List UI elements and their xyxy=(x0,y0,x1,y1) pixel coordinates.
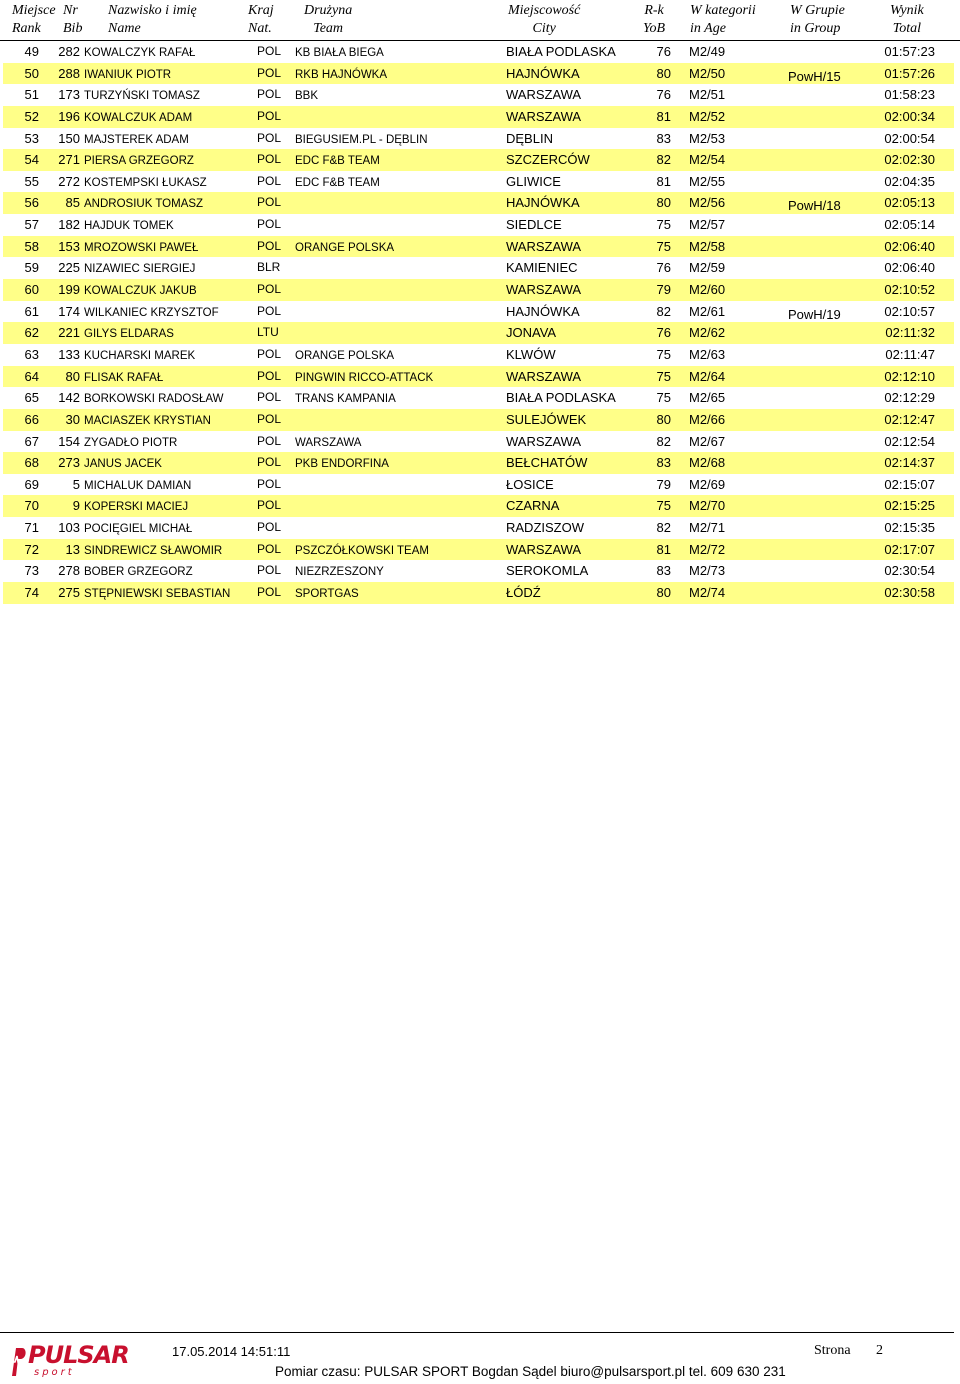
name-cell: TURZYŃSKI TOMASZ xyxy=(84,90,200,103)
nationality-cell: POL xyxy=(257,65,282,80)
city-cell: HAJNÓWKA xyxy=(506,303,580,319)
name-cell: BOBER GRZEGORZ xyxy=(84,566,193,579)
nationality-cell: POL xyxy=(257,390,282,405)
rank-cell: 52 xyxy=(24,108,39,124)
year-of-birth-cell: 80 xyxy=(656,65,671,81)
age-category-cell: M2/61 xyxy=(689,303,726,319)
total-time-cell: 02:11:32 xyxy=(885,325,935,341)
group-cell: PowH/15 xyxy=(788,68,841,84)
footer-divider xyxy=(0,1332,954,1333)
name-cell: IWANIUK PIOTR xyxy=(84,68,172,81)
bib-cell: 282 xyxy=(58,44,80,59)
team-cell: EDC F&B TEAM xyxy=(295,176,380,189)
rank-cell: 58 xyxy=(24,238,39,254)
age-category-cell: M2/56 xyxy=(689,195,726,211)
name-cell: WILKANIEC KRZYSZTOF xyxy=(84,306,219,319)
total-time-cell: 02:06:40 xyxy=(884,238,935,254)
bib-cell: 199 xyxy=(58,282,80,298)
total-time-cell: 02:17:07 xyxy=(884,541,935,557)
age-category-cell: M2/60 xyxy=(689,282,726,298)
city-cell: ŁÓDŹ xyxy=(506,585,541,601)
year-of-birth-cell: 79 xyxy=(656,282,671,298)
rank-cell: 68 xyxy=(24,455,39,471)
year-of-birth-cell: 75 xyxy=(656,368,671,384)
rank-cell: 59 xyxy=(24,260,39,276)
total-time-cell: 02:30:58 xyxy=(884,585,935,601)
year-of-birth-cell: 76 xyxy=(656,87,671,103)
rank-cell: 65 xyxy=(24,390,39,406)
team-cell: WARSZAWA xyxy=(295,436,362,449)
table-row xyxy=(3,409,954,431)
name-cell: ZYGADŁO PIOTR xyxy=(84,436,178,449)
rank-cell: 61 xyxy=(24,303,39,319)
logo-mark-icon xyxy=(10,1342,28,1378)
bib-cell: 273 xyxy=(58,455,80,471)
header-total: Wynik Total xyxy=(890,3,924,36)
total-time-cell: 02:00:34 xyxy=(884,108,935,124)
year-of-birth-cell: 82 xyxy=(656,152,671,168)
bib-cell: 133 xyxy=(58,346,80,362)
year-of-birth-cell: 82 xyxy=(656,520,671,536)
age-category-cell: M2/51 xyxy=(689,87,726,103)
bib-cell: 225 xyxy=(58,260,80,276)
rank-cell: 64 xyxy=(24,368,39,384)
name-cell: BORKOWSKI RADOSŁAW xyxy=(84,393,224,406)
bib-cell: 221 xyxy=(58,325,80,341)
team-cell: RKB HAJNÓWKA xyxy=(295,68,388,81)
table-row xyxy=(3,149,954,171)
total-time-cell: 02:00:54 xyxy=(884,130,935,146)
bib-cell: 196 xyxy=(58,108,80,124)
table-row xyxy=(3,63,954,85)
table-row xyxy=(3,560,954,582)
age-category-cell: M2/57 xyxy=(689,217,726,233)
bib-cell: 173 xyxy=(58,87,80,103)
bib-cell: 272 xyxy=(58,173,80,189)
total-time-cell: 01:58:23 xyxy=(884,87,935,103)
bib-cell: 153 xyxy=(58,238,80,254)
name-cell: FLISAK RAFAŁ xyxy=(84,371,164,384)
year-of-birth-cell: 75 xyxy=(656,238,671,254)
nationality-cell: POL xyxy=(257,152,282,167)
rank-cell: 67 xyxy=(24,433,39,449)
age-category-cell: M2/58 xyxy=(689,238,726,254)
nationality-cell: POL xyxy=(257,87,282,102)
team-cell: PSZCZÓŁKOWSKI TEAM xyxy=(295,544,429,557)
name-cell: POCIĘGIEL MICHAŁ xyxy=(84,523,193,536)
header-city: Miejscowość City xyxy=(508,3,581,36)
header-rank: Miejsce Rank xyxy=(12,3,56,36)
nationality-cell: POL xyxy=(257,303,282,318)
nationality-cell: POL xyxy=(257,520,282,535)
age-category-cell: M2/68 xyxy=(689,455,726,471)
nationality-cell: LTU xyxy=(257,325,279,340)
age-category-cell: M2/67 xyxy=(689,433,726,449)
header-team: Drużyna Team xyxy=(304,3,353,36)
rank-cell: 50 xyxy=(24,65,39,81)
bib-cell: 275 xyxy=(58,585,80,601)
name-cell: MROZOWSKI PAWEŁ xyxy=(84,241,199,254)
year-of-birth-cell: 76 xyxy=(656,44,671,59)
total-time-cell: 02:02:30 xyxy=(884,152,935,168)
results-table xyxy=(3,41,954,604)
bib-cell: 80 xyxy=(65,368,80,384)
table-row xyxy=(3,344,954,366)
rank-cell: 57 xyxy=(24,217,39,233)
age-category-cell: M2/69 xyxy=(689,476,726,492)
bib-cell: 142 xyxy=(58,390,80,406)
city-cell: GLIWICE xyxy=(506,173,561,189)
nationality-cell: POL xyxy=(257,498,282,513)
header-age: W kategorii in Age xyxy=(690,3,756,36)
city-cell: WARSZAWA xyxy=(506,87,582,103)
bib-cell: 150 xyxy=(58,130,80,146)
city-cell: KLWÓW xyxy=(506,346,556,362)
total-time-cell: 02:12:47 xyxy=(884,411,935,427)
nationality-cell: POL xyxy=(257,173,282,188)
rank-cell: 73 xyxy=(24,563,39,579)
table-row xyxy=(3,171,954,193)
table-row xyxy=(3,257,954,279)
year-of-birth-cell: 75 xyxy=(656,498,671,514)
total-time-cell: 02:06:40 xyxy=(884,260,935,276)
bib-cell: 271 xyxy=(58,152,80,168)
team-cell: TRANS KAMPANIA xyxy=(295,393,396,406)
table-row xyxy=(3,192,954,214)
bib-cell: 13 xyxy=(65,541,80,557)
year-of-birth-cell: 81 xyxy=(656,541,671,557)
city-cell: SIEDLCE xyxy=(506,217,562,233)
page-label: Strona xyxy=(814,1343,851,1358)
age-category-cell: M2/64 xyxy=(689,368,726,384)
nationality-cell: POL xyxy=(257,108,282,123)
bib-cell: 288 xyxy=(58,65,80,81)
header-nat: Kraj Nat. xyxy=(248,3,274,36)
name-cell: HAJDUK TOMEK xyxy=(84,220,174,233)
rank-cell: 55 xyxy=(24,173,39,189)
header-yob: R-k YoB xyxy=(643,3,666,36)
rank-cell: 62 xyxy=(24,325,39,341)
age-category-cell: M2/55 xyxy=(689,173,726,189)
nationality-cell: POL xyxy=(257,541,282,556)
name-cell: KOWALCZYK RAFAŁ xyxy=(84,47,196,59)
city-cell: HAJNÓWKA xyxy=(506,195,580,211)
table-row xyxy=(3,301,954,323)
team-cell: KB BIAŁA BIEGA xyxy=(295,47,384,59)
name-cell: MACIASZEK KRYSTIAN xyxy=(84,414,211,427)
name-cell: KOWALCZUK ADAM xyxy=(84,111,193,124)
rank-cell: 74 xyxy=(24,585,39,601)
rank-cell: 70 xyxy=(24,498,39,514)
year-of-birth-cell: 82 xyxy=(656,433,671,449)
team-cell: SPORTGAS xyxy=(295,588,359,601)
total-time-cell: 02:05:13 xyxy=(884,195,935,211)
total-time-cell: 02:12:29 xyxy=(884,390,935,406)
bib-cell: 30 xyxy=(65,411,80,427)
nationality-cell: POL xyxy=(257,282,282,297)
age-category-cell: M2/50 xyxy=(689,65,726,81)
age-category-cell: M2/62 xyxy=(689,325,726,341)
rank-cell: 63 xyxy=(24,346,39,362)
age-category-cell: M2/65 xyxy=(689,390,726,406)
year-of-birth-cell: 76 xyxy=(656,260,671,276)
age-category-cell: M2/59 xyxy=(689,260,726,276)
age-category-cell: M2/52 xyxy=(689,108,726,124)
nationality-cell: POL xyxy=(257,44,282,58)
year-of-birth-cell: 75 xyxy=(656,390,671,406)
table-row xyxy=(3,431,954,453)
nationality-cell: POL xyxy=(257,195,282,210)
table-row xyxy=(3,387,954,409)
city-cell: WARSZAWA xyxy=(506,433,582,449)
year-of-birth-cell: 75 xyxy=(656,217,671,233)
team-cell: NIEZRZESZONY xyxy=(295,566,384,579)
year-of-birth-cell: 76 xyxy=(656,325,671,341)
name-cell: KOWALCZUK JAKUB xyxy=(84,285,197,298)
total-time-cell: 02:14:37 xyxy=(884,455,935,471)
page-number: 2 xyxy=(876,1343,883,1358)
name-cell: KOSTEMPSKI ŁUKASZ xyxy=(84,176,207,189)
nationality-cell: POL xyxy=(257,476,282,491)
table-row xyxy=(3,214,954,236)
city-cell: HAJNÓWKA xyxy=(506,65,580,81)
year-of-birth-cell: 82 xyxy=(656,303,671,319)
city-cell: SZCZERCÓW xyxy=(506,152,590,168)
year-of-birth-cell: 83 xyxy=(656,130,671,146)
name-cell: MAJSTEREK ADAM xyxy=(84,133,189,146)
total-time-cell: 01:57:26 xyxy=(884,65,935,81)
bib-cell: 182 xyxy=(58,217,80,233)
city-cell: WARSZAWA xyxy=(506,238,582,254)
name-cell: GILYS ELDARAS xyxy=(84,328,174,341)
team-cell: PINGWIN RICCO-ATTACK xyxy=(295,371,434,384)
table-row xyxy=(3,106,954,128)
city-cell: BIAŁA PODLASKA xyxy=(506,390,616,406)
age-category-cell: M2/74 xyxy=(689,585,726,601)
city-cell: ŁOSICE xyxy=(506,476,554,492)
bib-cell: 85 xyxy=(65,195,80,211)
group-cell: PowH/19 xyxy=(788,306,841,322)
age-category-cell: M2/49 xyxy=(689,44,726,59)
bib-cell: 154 xyxy=(58,433,80,449)
bib-cell: 278 xyxy=(58,563,80,579)
nationality-cell: BLR xyxy=(257,260,281,275)
logo-subtitle: sport xyxy=(34,1367,75,1378)
age-category-cell: M2/53 xyxy=(689,130,726,146)
city-cell: WARSZAWA xyxy=(506,282,582,298)
city-cell: SULEJÓWEK xyxy=(506,411,587,427)
nationality-cell: POL xyxy=(257,217,282,232)
team-cell: ORANGE POLSKA xyxy=(295,349,395,362)
total-time-cell: 02:30:54 xyxy=(884,563,935,579)
nationality-cell: POL xyxy=(257,238,282,253)
name-cell: ANDROSIUK TOMASZ xyxy=(84,198,204,211)
name-cell: JANUS JACEK xyxy=(84,458,162,471)
year-of-birth-cell: 80 xyxy=(656,411,671,427)
header-name: Nazwisko i imię Name xyxy=(108,3,197,36)
age-category-cell: M2/70 xyxy=(689,498,726,514)
name-cell: PIERSA GRZEGORZ xyxy=(84,155,194,168)
nationality-cell: POL xyxy=(257,433,282,448)
nationality-cell: POL xyxy=(257,411,282,426)
total-time-cell: 02:10:57 xyxy=(884,303,935,319)
table-row xyxy=(3,582,954,604)
age-category-cell: M2/66 xyxy=(689,411,726,427)
year-of-birth-cell: 83 xyxy=(656,563,671,579)
total-time-cell: 02:12:54 xyxy=(884,433,935,449)
rank-cell: 72 xyxy=(24,541,39,557)
age-category-cell: M2/72 xyxy=(689,541,726,557)
nationality-cell: POL xyxy=(257,455,282,470)
city-cell: KAMIENIEC xyxy=(506,260,578,276)
table-header xyxy=(0,0,960,41)
nationality-cell: POL xyxy=(257,346,282,361)
year-of-birth-cell: 81 xyxy=(656,108,671,124)
name-cell: KUCHARSKI MAREK xyxy=(84,349,196,362)
total-time-cell: 02:11:47 xyxy=(885,346,935,362)
name-cell: SINDREWICZ SŁAWOMIR xyxy=(84,544,223,557)
nationality-cell: POL xyxy=(257,368,282,383)
rank-cell: 53 xyxy=(24,130,39,146)
city-cell: BEŁCHATÓW xyxy=(506,455,588,471)
city-cell: RADZISZOW xyxy=(506,520,584,536)
header-bib: Nr Bib xyxy=(63,3,83,36)
total-time-cell: 02:10:52 xyxy=(884,282,935,298)
year-of-birth-cell: 81 xyxy=(656,173,671,189)
name-cell: KOPERSKI MACIEJ xyxy=(84,501,189,514)
rank-cell: 60 xyxy=(24,282,39,298)
table-row xyxy=(3,517,954,539)
table-row xyxy=(3,366,954,388)
city-cell: WARSZAWA xyxy=(506,368,582,384)
table-row xyxy=(3,474,954,496)
total-time-cell: 02:04:35 xyxy=(884,173,935,189)
total-time-cell: 02:12:10 xyxy=(884,368,935,384)
print-timestamp: 17.05.2014 14:51:11 xyxy=(172,1344,291,1359)
city-cell: CZARNA xyxy=(506,498,560,514)
total-time-cell: 01:57:23 xyxy=(884,44,935,59)
group-cell: PowH/18 xyxy=(788,198,841,214)
age-category-cell: M2/73 xyxy=(689,563,726,579)
table-row xyxy=(3,128,954,150)
city-cell: BIAŁA PODLASKA xyxy=(506,44,616,59)
total-time-cell: 02:05:14 xyxy=(884,217,935,233)
bib-cell: 103 xyxy=(58,520,80,536)
age-category-cell: M2/71 xyxy=(689,520,726,536)
logo-wordmark: PULSAR xyxy=(28,1341,129,1369)
table-row xyxy=(3,84,954,106)
city-cell: WARSZAWA xyxy=(506,108,582,124)
table-row xyxy=(3,452,954,474)
bib-cell: 9 xyxy=(72,498,80,514)
team-cell: EDC F&B TEAM xyxy=(295,155,380,168)
nationality-cell: POL xyxy=(257,585,282,600)
table-row xyxy=(3,539,954,561)
team-cell: BIEGUSIEM.PL - DĘBLIN xyxy=(295,133,428,146)
bib-cell: 174 xyxy=(58,303,80,319)
team-cell: PKB ENDORFINA xyxy=(295,458,389,471)
bib-cell: 5 xyxy=(72,476,80,492)
total-time-cell: 02:15:25 xyxy=(884,498,935,514)
table-row xyxy=(3,41,954,63)
rank-cell: 54 xyxy=(24,152,39,168)
rank-cell: 71 xyxy=(24,520,39,536)
city-cell: WARSZAWA xyxy=(506,541,582,557)
rank-cell: 66 xyxy=(24,411,39,427)
rank-cell: 56 xyxy=(24,195,39,211)
rank-cell: 69 xyxy=(24,476,39,492)
city-cell: JONAVA xyxy=(506,325,557,341)
nationality-cell: POL xyxy=(257,130,282,145)
year-of-birth-cell: 80 xyxy=(656,585,671,601)
table-row xyxy=(3,495,954,517)
table-row xyxy=(3,322,954,344)
year-of-birth-cell: 75 xyxy=(656,346,671,362)
age-category-cell: M2/54 xyxy=(689,152,726,168)
team-cell: BBK xyxy=(295,90,319,103)
team-cell: ORANGE POLSKA xyxy=(295,241,395,254)
year-of-birth-cell: 80 xyxy=(656,195,671,211)
timing-credits: Pomiar czasu: PULSAR SPORT Bogdan Sądel biuro@pulsarsport.pl tel. 609 630 231 xyxy=(275,1364,786,1379)
year-of-birth-cell: 83 xyxy=(656,455,671,471)
age-category-cell: M2/63 xyxy=(689,346,726,362)
name-cell: STĘPNIEWSKI SEBASTIAN xyxy=(84,588,231,601)
table-row xyxy=(3,279,954,301)
pulsar-sport-logo xyxy=(10,1341,129,1380)
nationality-cell: POL xyxy=(257,563,282,578)
city-cell: DĘBLIN xyxy=(506,130,553,146)
rank-cell: 49 xyxy=(24,44,39,59)
table-row xyxy=(3,236,954,258)
total-time-cell: 02:15:07 xyxy=(884,476,935,492)
name-cell: MICHALUK DAMIAN xyxy=(84,479,192,492)
city-cell: SEROKOMLA xyxy=(506,563,589,579)
rank-cell: 51 xyxy=(24,87,39,103)
total-time-cell: 02:15:35 xyxy=(884,520,935,536)
name-cell: NIZAWIEC SIERGIEJ xyxy=(84,263,196,276)
header-group: W Grupie in Group xyxy=(790,3,845,36)
year-of-birth-cell: 79 xyxy=(656,476,671,492)
